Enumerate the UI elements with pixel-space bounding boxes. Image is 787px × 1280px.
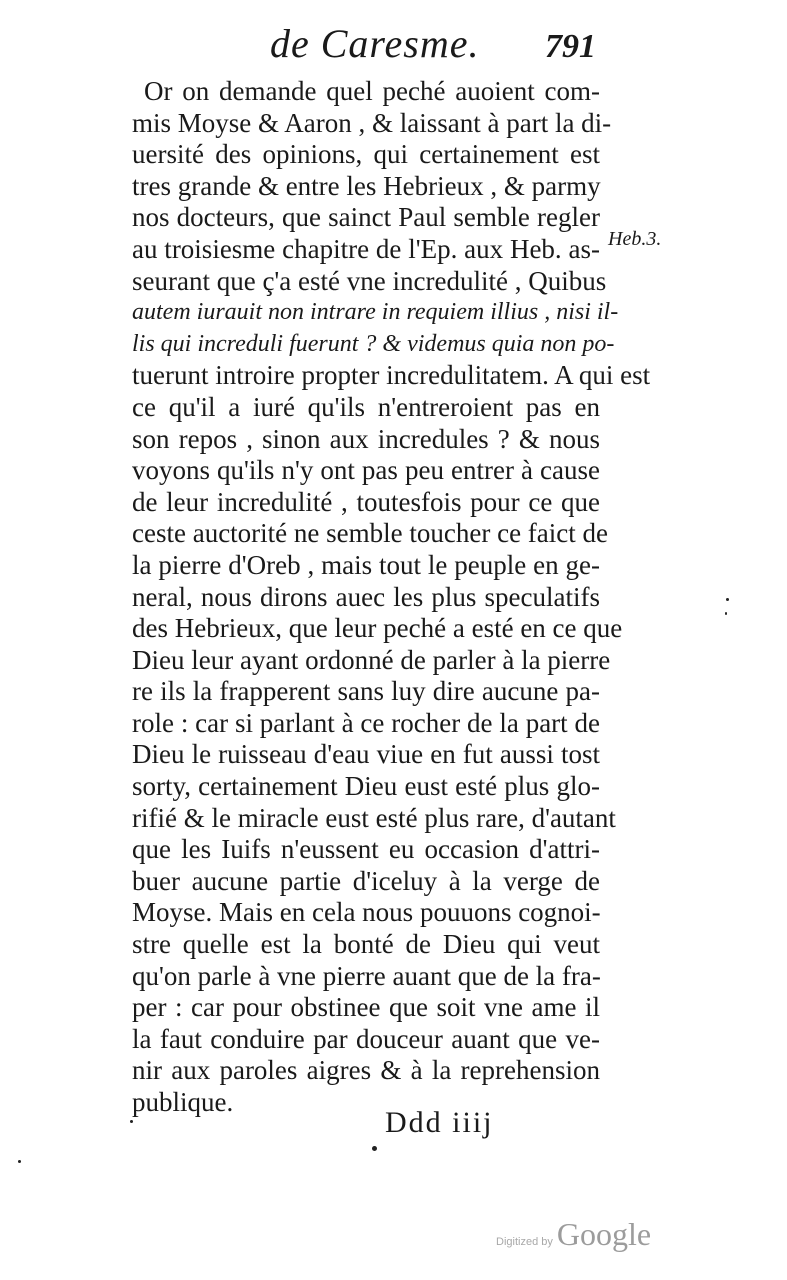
text-line: Dieu le ruisseau d'eau viue en fut aussi tost xyxy=(132,739,600,770)
ink-speck xyxy=(726,598,729,601)
watermark-prefix: Digitized by xyxy=(496,1236,553,1248)
running-head: de Caresme. xyxy=(270,21,480,66)
text-line: la faut conduire par douceur auant que ve- xyxy=(132,1023,600,1054)
text-line-latin: autem iurauit non intrare in requiem illius , nisi il- xyxy=(132,299,619,326)
digitized-watermark xyxy=(496,1216,651,1253)
text-line: Or on demande quel peché auoient com- xyxy=(144,76,600,106)
text-line: uersité des opinions, qui certainement est xyxy=(132,139,600,170)
text-line: voyons qu'ils n'y ont pas peu entrer à cause xyxy=(132,455,600,486)
text-line: que les Iuifs n'eussent eu occasion d'attri- xyxy=(132,834,600,865)
text-line: nir aux paroles aigres & à la reprehension xyxy=(132,1055,600,1086)
text-line: ce qu'il a iuré qu'ils n'entreroient pas en xyxy=(132,391,600,422)
text-line: qu'on parle à vne pierre auant que de la fra- xyxy=(132,960,601,991)
ink-speck xyxy=(18,1160,21,1163)
text-line: role : car si parlant à ce rocher de la part de xyxy=(132,707,600,738)
text-line: ceste auctorité ne semble toucher ce faict de xyxy=(132,518,608,549)
text-line: tres grande & entre les Hebrieux , & parmy xyxy=(132,170,601,201)
text-line: Moyse. Mais en cela nous pouuons cognoi- xyxy=(132,897,601,928)
text-line: des Hebrieux, que leur peché a esté en ce que xyxy=(132,613,623,644)
text-line: publique. xyxy=(132,1087,234,1117)
text-line-latin: lis qui increduli fuerunt ? & videmus quia non po- xyxy=(132,330,615,357)
page-number: 791 xyxy=(545,28,596,65)
text-line: de leur incredulité , toutesfois pour ce que xyxy=(132,486,600,517)
text-line: buer aucune partie d'iceluy à la verge de xyxy=(132,865,600,896)
text-line: sorty, certainement Dieu eust esté plus glo- xyxy=(132,771,600,802)
text-line: nos docteurs, que sainct Paul semble regler xyxy=(132,202,600,233)
text-line: stre quelle est la bonté de Dieu qui veut xyxy=(132,929,600,960)
text-line: au troisiesme chapitre de l'Ep. aux Heb. as- xyxy=(132,233,600,264)
margin-note: Heb.3. xyxy=(608,228,662,250)
text-line: Dieu leur ayant ordonné de parler à la pierre xyxy=(132,644,611,675)
text-line: rifié & le miracle eust esté plus rare, d'autant xyxy=(132,802,616,833)
text-line: son repos , sinon aux incredules ? & nous xyxy=(132,423,600,454)
text-line: re ils la frapperent sans luy dire aucune pa- xyxy=(132,676,600,707)
text-line: tuerunt introire propter incredulitatem. A qui est xyxy=(132,360,651,391)
google-logo: Google xyxy=(556,1216,652,1252)
signature-mark: Ddd iiij xyxy=(385,1106,494,1139)
text-line: neral, nous dirons auec les plus speculatifs xyxy=(132,581,600,612)
ink-speck xyxy=(372,1146,377,1151)
text-line: seurant que ç'a esté vne incredulité , Quibus xyxy=(132,265,607,296)
text-line: la pierre d'Oreb , mais tout le peuple en ge- xyxy=(132,549,600,580)
text-line: mis Moyse & Aaron , & laissant à part la di- xyxy=(132,107,612,138)
ink-speck xyxy=(725,612,727,615)
ink-speck xyxy=(130,1120,133,1123)
text-line: per : car pour obstinee que soit vne ame il xyxy=(132,992,600,1023)
